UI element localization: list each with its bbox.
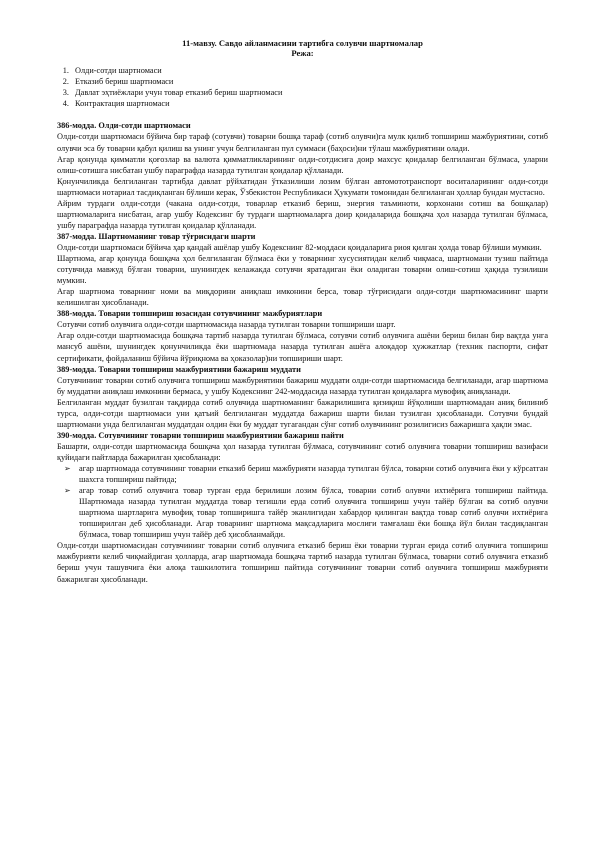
bullet-item <box>64 485 548 540</box>
article-paragraph: Башарти, олди-сотди шартномасида бошқача ҳол назарда тутилган бўлмаса, сотувчининг сотиб олувчига товарни топшириш вазифаси қуйидаги пайтларда бажарилган ҳисобланади: <box>57 441 548 463</box>
article-paragraph: Агар шартнома товарнинг номи ва миқдорини аниқлаш имконини берса, товар тўғрисидаги олди-сотди шартномасининг шарти келишилган ҳисобланади. <box>57 287 548 308</box>
article-paragraph: Олди-сотди шартномаси бўйича ҳар қандай ашёлар ушбу Кодекснинг 82-моддаси қоидаларига риоя қилган ҳолда товар бўлиши мумкин. <box>57 242 542 252</box>
article-paragraph: Белгиланган муддат бузилган тақдирда сотиб олувчида шартноманинг бажарилишига қизиқиш йўқолиши шартномадан аниқ билиниб турса, олди-сотди шартномаси уни қатъий белгиланган муддатда бажариш шарти билан тузилган ҳисобланади. Сотувчи бундай шартномани унда белгиланган муддатдан олдин ёки бу муддат тугагандан сўнг сотиб олувчининг розилигисиз бажаришга ҳақли эмас. <box>57 397 548 429</box>
bullet-text: агар товар сотиб олувчига товар турган ерда берилиши лозим бўлса, товарни сотиб олувчи ихтиёрига топшириш пайтида. Шартномада назарда тутилган муддатда товар тегишли ерда сотиб олувчига топшириш учун тайёр бўлган ва сотиб олувчи шартнома шартларига мувофиқ товар топширишга тайёр эканлигидан хабардор қилинган вақтда товар сотиб олувчи ихтиёрига топширилган деб ҳисобланади. Агар товарнинг шартнома мақсадларига мослиги тамғалаш ёки бошқа йўл билан тасдиқланган бўлмаса, товар топшириш учун тайёр деб ҳисобланмайди. <box>79 486 548 540</box>
article-388 <box>57 308 548 363</box>
article-heading: 388-модда. Товарни топшириш юзасидан сотувчининг мажбуриятлари <box>57 309 323 319</box>
bullet-text: агар шартномада сотувчининг товарни етказиб бериш мажбурияти назарда тутилган бўлса, товарни сотиб олувчига ёки у кўрсатган шахсга топшириш пайтида; <box>79 464 548 485</box>
plan-item: 4. Контрактация шартномаси <box>71 98 548 109</box>
bullet-list <box>57 463 548 540</box>
article-paragraph: Сотувчининг товарни сотиб олувчига топшириш мажбуриятини бажариш муддати олди-сотди шартномасида белгиланади, агар шартнома бу муддатни аниқлаш имконини бермаса, у ушбу Кодекснинг 242-моддасида назарда тутилган қоидаларга мувофиқ аниқланади. <box>57 375 548 396</box>
article-paragraph: Сотувчи сотиб олувчига олди-сотди шартномасида назарда тутилган товарни топшириши шарт. <box>57 320 396 330</box>
plan-item: 3. Давлат эҳтиёжлари учун товар етказиб бериш шартномаси <box>71 87 548 98</box>
article-paragraph: Қонунчиликда белгиланган тартибда давлат рўйхатидан ўтказилиши лозим бўлган автомототранспорт воситаларининг олди-сотди шартномаси нотариал тасдиқланган бўлиши керак, Ўзбекистон Республикаси Ҳукумати томонидан белгиланган ҳоллар бундан мустасно. <box>57 176 548 197</box>
arrow-bullet-icon: ➢ <box>64 464 71 474</box>
plan-item: 2. Етказиб бериш шартномаси <box>71 76 548 87</box>
article-389 <box>57 364 548 430</box>
article-387 <box>57 231 548 308</box>
article-paragraph: Агар қонунда қимматли қоғозлар ва валюта қимматликларининг олди-сотдисига доир махсус қоидалар белгиланган бўлмаса, уларни олиш-сотишга нисбатан ушбу параграфда назарда тутилган қоидалар қўлланади. <box>57 154 548 175</box>
plan-list <box>57 65 548 109</box>
bullet-item <box>64 463 548 485</box>
plan-item: 1. Олди-сотди шартномаси <box>71 65 548 76</box>
article-paragraph: Айрим турдаги олди-сотди (чакана олди-сотди, товарлар етказиб бериш, энергия таъминоти, корхонани сотиш ва бошқалар) шартномаларига нисбатан, агар ушбу Кодексинг бу турдаги шартномаларга доир қоидаларида бошқача ҳол назарда тутилган бўлмаса, ушбу параграфда назарда тутилган қоидалар қўлланади. <box>57 198 548 230</box>
article-heading: 389-модда. Товарни топшириш мажбуриятини бажариш муддати <box>57 364 301 374</box>
document-title: 11-мавзу. Савдо айланмасини тартибга солувчи шартномалар <box>182 38 423 48</box>
plan-subtitle: Режа: <box>291 48 314 58</box>
article-paragraph: Агар олди-сотди шартномасида бошқача тартиб назарда тутилган бўлмаса, сотувчи сотиб олувчига ашёни бериш билан бир вақтда унга мансуб ашёни, шунингдек қонунчиликда ёки шартномада назарда тутилган ашёга алоқадор ҳужжатлар (техник паспорти, сифат сертификати, фойдаланиш бўйича йўриқнома ва ҳоказолар)ни топшириши шарт. <box>57 331 548 363</box>
article-386 <box>57 120 548 231</box>
article-paragraph: Олди-сотди шартномаси бўйича бир тараф (сотувчи) товарни бошқа тараф (сотиб олувчи)га мулк қилиб топшириш мажбуриятини, сотиб олувчи эса бу товарни қабул қилиш ва унинг учун белгиланган пул суммаси (баҳоси)ни тўлаш мажбуриятини олади. <box>57 132 548 153</box>
article-heading: 386-модда. Олди-сотди шартномаси <box>57 121 191 131</box>
arrow-bullet-icon: ➢ <box>64 486 71 496</box>
article-heading: 390-модда. Сотувчининг товарни топшириш мажбуриятини бажариш пайти <box>57 430 344 440</box>
article-paragraph: Олди-сотди шартномасидан сотувчининг товарни сотиб олувчига етказиб бериш ёки товарни турган ерида сотиб олувчига топшириш мажбурияти келиб чиқмайдиган ҳолларда, агар шартномада бошқача тартиб назарда тутилган бўлмаса, товарни сотиб олувчига етказиб бериш учун ташувчига ёки алоқа ташкилотига топшириш пайтида сотувчининг товарни сотиб олувчига топшириш мажбурияти бажарилган ҳисобланади. <box>57 541 548 584</box>
article-paragraph: Шартнома, агар қонунда бошқача ҳол белгиланган бўлмаса ёки у товарнинг хусусиятидан келиб чиқмаса, шартномани тузиш пайтида сотувчида мавжуд бўлган товарни, шунингдек келажакда сотувчи яратадиган ёки оладиган товарни олиш-сотиш ҳақида тузилиши мумкин. <box>57 254 548 286</box>
article-390 <box>57 430 548 585</box>
article-heading: 387-модда. Шартноманинг товар тўғрисидаги шарти <box>57 231 256 241</box>
